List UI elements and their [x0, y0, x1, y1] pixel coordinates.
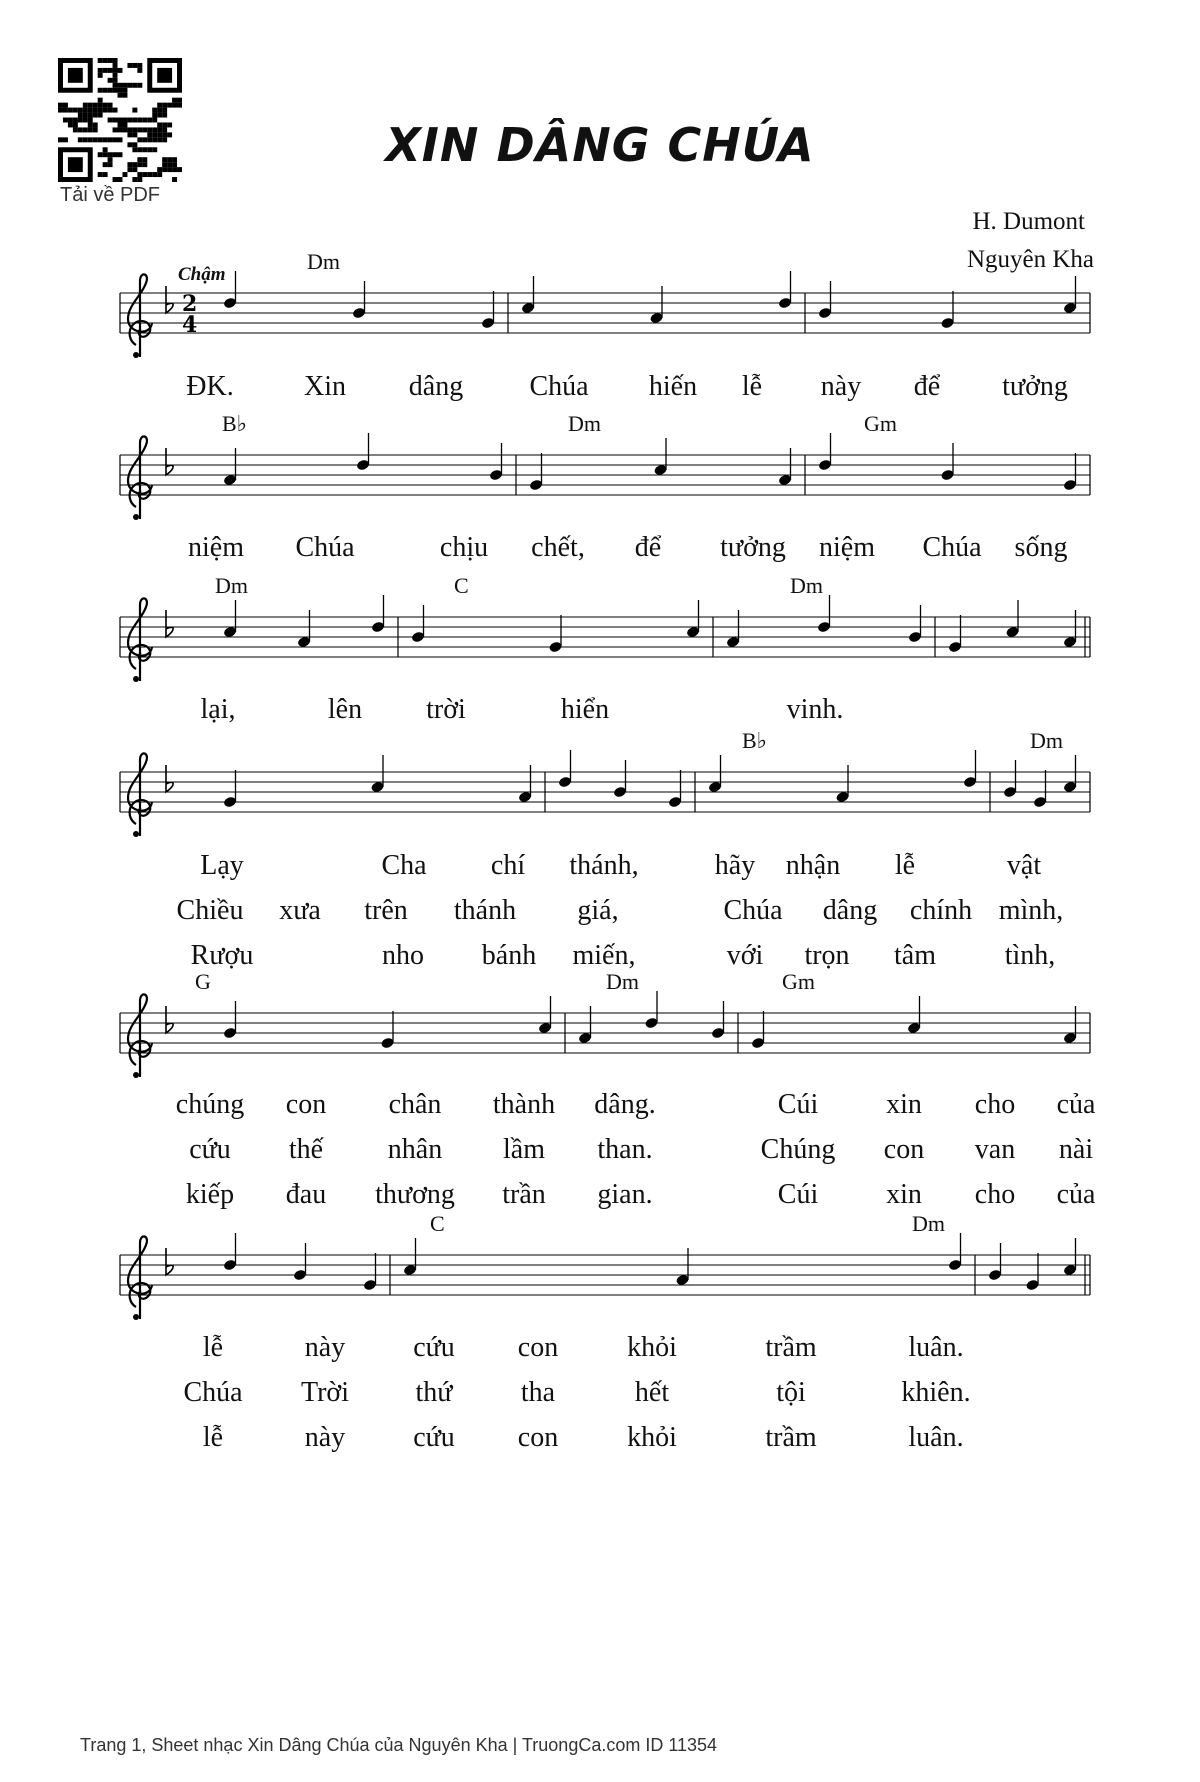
- lyric-syllable: Chúng: [760, 1134, 836, 1165]
- lyric-syllable: mình,: [998, 895, 1064, 926]
- lyric-syllable: nhân: [387, 1134, 443, 1165]
- lyric-syllable: trời: [426, 694, 466, 725]
- lyric-syllable: cứu: [413, 1332, 455, 1363]
- lyric-syllable: con: [285, 1089, 327, 1120]
- lyric-syllable: này: [304, 1332, 346, 1363]
- song-title: XIN DÂNG CHÚA: [385, 118, 815, 172]
- lyric-syllable: trọn: [804, 940, 850, 971]
- lyric-syllable: dâng: [822, 895, 878, 926]
- lyric-syllable: này: [304, 1422, 346, 1453]
- lyric-syllable: tưởng: [1002, 371, 1068, 402]
- chord-symbol: Dm: [215, 573, 248, 598]
- lyric-syllable: giá,: [577, 895, 619, 926]
- lyric-syllable: con: [517, 1422, 559, 1453]
- lyric-syllable: dâng: [408, 371, 464, 402]
- time-sig-bottom: 4: [182, 312, 198, 338]
- lyric-syllable: than.: [597, 1134, 653, 1165]
- lyric-syllable: thành: [492, 1089, 556, 1120]
- lyric-syllable: tha: [520, 1377, 556, 1408]
- lyric-syllable: sống: [1014, 532, 1068, 563]
- lyric-syllable: chí: [490, 850, 526, 881]
- lyric-syllable: thế: [288, 1134, 324, 1165]
- lyric-syllable: niệm: [188, 532, 244, 563]
- lyric-syllable: nhận: [785, 850, 841, 881]
- lyric-syllable: vinh.: [786, 694, 844, 725]
- lyric-syllable: con: [883, 1134, 925, 1165]
- chord-symbol: Dm: [606, 969, 639, 994]
- lyric-syllable: chân: [388, 1089, 442, 1120]
- lyric-syllable: Rượu: [190, 940, 254, 971]
- lyric-syllable: lễ: [894, 850, 916, 881]
- lyric-syllable: khỏi: [627, 1332, 677, 1363]
- composer: H. Dumont: [972, 208, 1085, 235]
- lyric-syllable: Chúa: [295, 532, 355, 563]
- lyric-syllable: thánh,: [569, 850, 639, 881]
- lyric-syllable: lễ: [741, 371, 763, 402]
- lyric-syllable: khỏi: [627, 1422, 677, 1453]
- lyric-syllable: với: [726, 940, 764, 971]
- lyric-syllable: trên: [364, 895, 408, 926]
- lyric-syllable: miến,: [572, 940, 636, 971]
- lyric-syllable: luân.: [908, 1422, 964, 1453]
- chord-symbol: Gm: [782, 969, 815, 994]
- lyric-syllable: Chúa: [723, 895, 783, 926]
- chord-symbol: Gm: [864, 411, 897, 436]
- lyric-syllable: lại,: [200, 694, 236, 725]
- lyric-syllable: hết: [634, 1377, 670, 1408]
- chord-symbol: Dm: [912, 1211, 945, 1236]
- lyric-syllable: trần: [502, 1179, 546, 1210]
- chord-symbol: Dm: [307, 249, 340, 274]
- lyric-syllable: cứu: [413, 1422, 455, 1453]
- chord-symbol: Dm: [790, 573, 823, 598]
- lyric-syllable: chịu: [439, 532, 489, 563]
- lyric-syllable: tưởng: [720, 532, 786, 563]
- chord-symbol: G: [195, 969, 211, 994]
- lyric-syllable: niệm: [819, 532, 875, 563]
- chord-symbol: Dm: [1030, 728, 1063, 753]
- lyric-syllable: bánh: [481, 940, 537, 971]
- lyric-syllable: xưa: [279, 895, 321, 926]
- lyric-syllable: Xin: [304, 371, 346, 402]
- lyric-syllable: thương: [375, 1179, 455, 1210]
- lyric-syllable: tâm: [894, 940, 936, 971]
- lyric-syllable: Cúi: [777, 1089, 819, 1120]
- lyric-syllable: cứu: [189, 1134, 231, 1165]
- lyric-syllable: khiên.: [901, 1377, 971, 1408]
- lyric-syllable: Cúi: [777, 1179, 819, 1210]
- lyric-syllable: Chúa: [183, 1377, 243, 1408]
- chord-symbol: C: [454, 573, 469, 598]
- lyric-syllable: thứ: [415, 1377, 453, 1408]
- lyric-syllable: lên: [327, 694, 363, 725]
- lyric-syllable: này: [820, 371, 862, 402]
- lyric-syllable: gian.: [597, 1179, 653, 1210]
- tempo-marking: Chậm: [178, 264, 226, 285]
- lyric-syllable: tội: [776, 1377, 806, 1408]
- chord-symbol: B♭: [222, 411, 248, 436]
- time-sig-top: 2: [182, 291, 198, 317]
- lyric-syllable: luân.: [908, 1332, 964, 1363]
- lyric-syllable: lễ: [202, 1332, 224, 1363]
- lyric-syllable: chúng: [175, 1089, 245, 1120]
- lyric-syllable: kiếp: [185, 1179, 235, 1210]
- lyric-syllable: lầm: [503, 1134, 545, 1165]
- lyric-syllable: Lạy: [200, 850, 244, 881]
- lyric-syllable: của: [1056, 1089, 1096, 1120]
- lyric-syllable: con: [517, 1332, 559, 1363]
- lyric-syllable: van: [974, 1134, 1016, 1165]
- lyric-syllable: lễ: [202, 1422, 224, 1453]
- lyric-syllable: của: [1056, 1179, 1096, 1210]
- lyric-syllable: hiển: [560, 694, 610, 725]
- chord-symbol: B♭: [742, 728, 768, 753]
- lyric-syllable: tình,: [1004, 940, 1056, 971]
- lyric-syllable: Chiều: [176, 895, 244, 926]
- lyric-syllable: cho: [974, 1089, 1016, 1120]
- download-pdf-link[interactable]: Tải về PDF: [60, 184, 161, 206]
- lyric-syllable: Trời: [300, 1377, 350, 1408]
- lyric-syllable: xin: [886, 1089, 922, 1120]
- lyric-syllable: nài: [1058, 1134, 1094, 1165]
- lyric-syllable: hãy: [714, 850, 756, 881]
- lyric-syllable: vật: [1006, 850, 1042, 881]
- lyric-syllable: trầm: [765, 1332, 817, 1363]
- chord-symbol: Dm: [568, 411, 601, 436]
- lyric-syllable: trầm: [765, 1422, 817, 1453]
- lyric-syllable: cho: [974, 1179, 1016, 1210]
- lyric-syllable: hiến: [648, 371, 698, 402]
- lyric-syllable: thánh: [453, 895, 517, 926]
- lyric-syllable: nho: [382, 940, 424, 971]
- lyricist: Nguyên Kha: [966, 246, 1094, 273]
- lyric-syllable: Chúa: [529, 371, 589, 402]
- lyric-syllable: xin: [886, 1179, 922, 1210]
- chord-symbol: C: [430, 1211, 445, 1236]
- lyric-syllable: ĐK.: [186, 371, 234, 402]
- lyric-syllable: Cha: [381, 850, 427, 881]
- lyric-syllable: Chúa: [922, 532, 982, 563]
- page-footer: Trang 1, Sheet nhạc Xin Dâng Chúa của Nguyên Kha | TruongCa.com ID 11354: [80, 1735, 718, 1755]
- lyric-syllable: dâng.: [594, 1089, 656, 1120]
- lyric-syllable: đau: [285, 1179, 327, 1210]
- lyric-syllable: chết,: [531, 532, 585, 563]
- lyric-syllable: chính: [909, 895, 973, 926]
- lyric-syllable: để: [913, 371, 941, 402]
- lyric-syllable: để: [634, 532, 662, 563]
